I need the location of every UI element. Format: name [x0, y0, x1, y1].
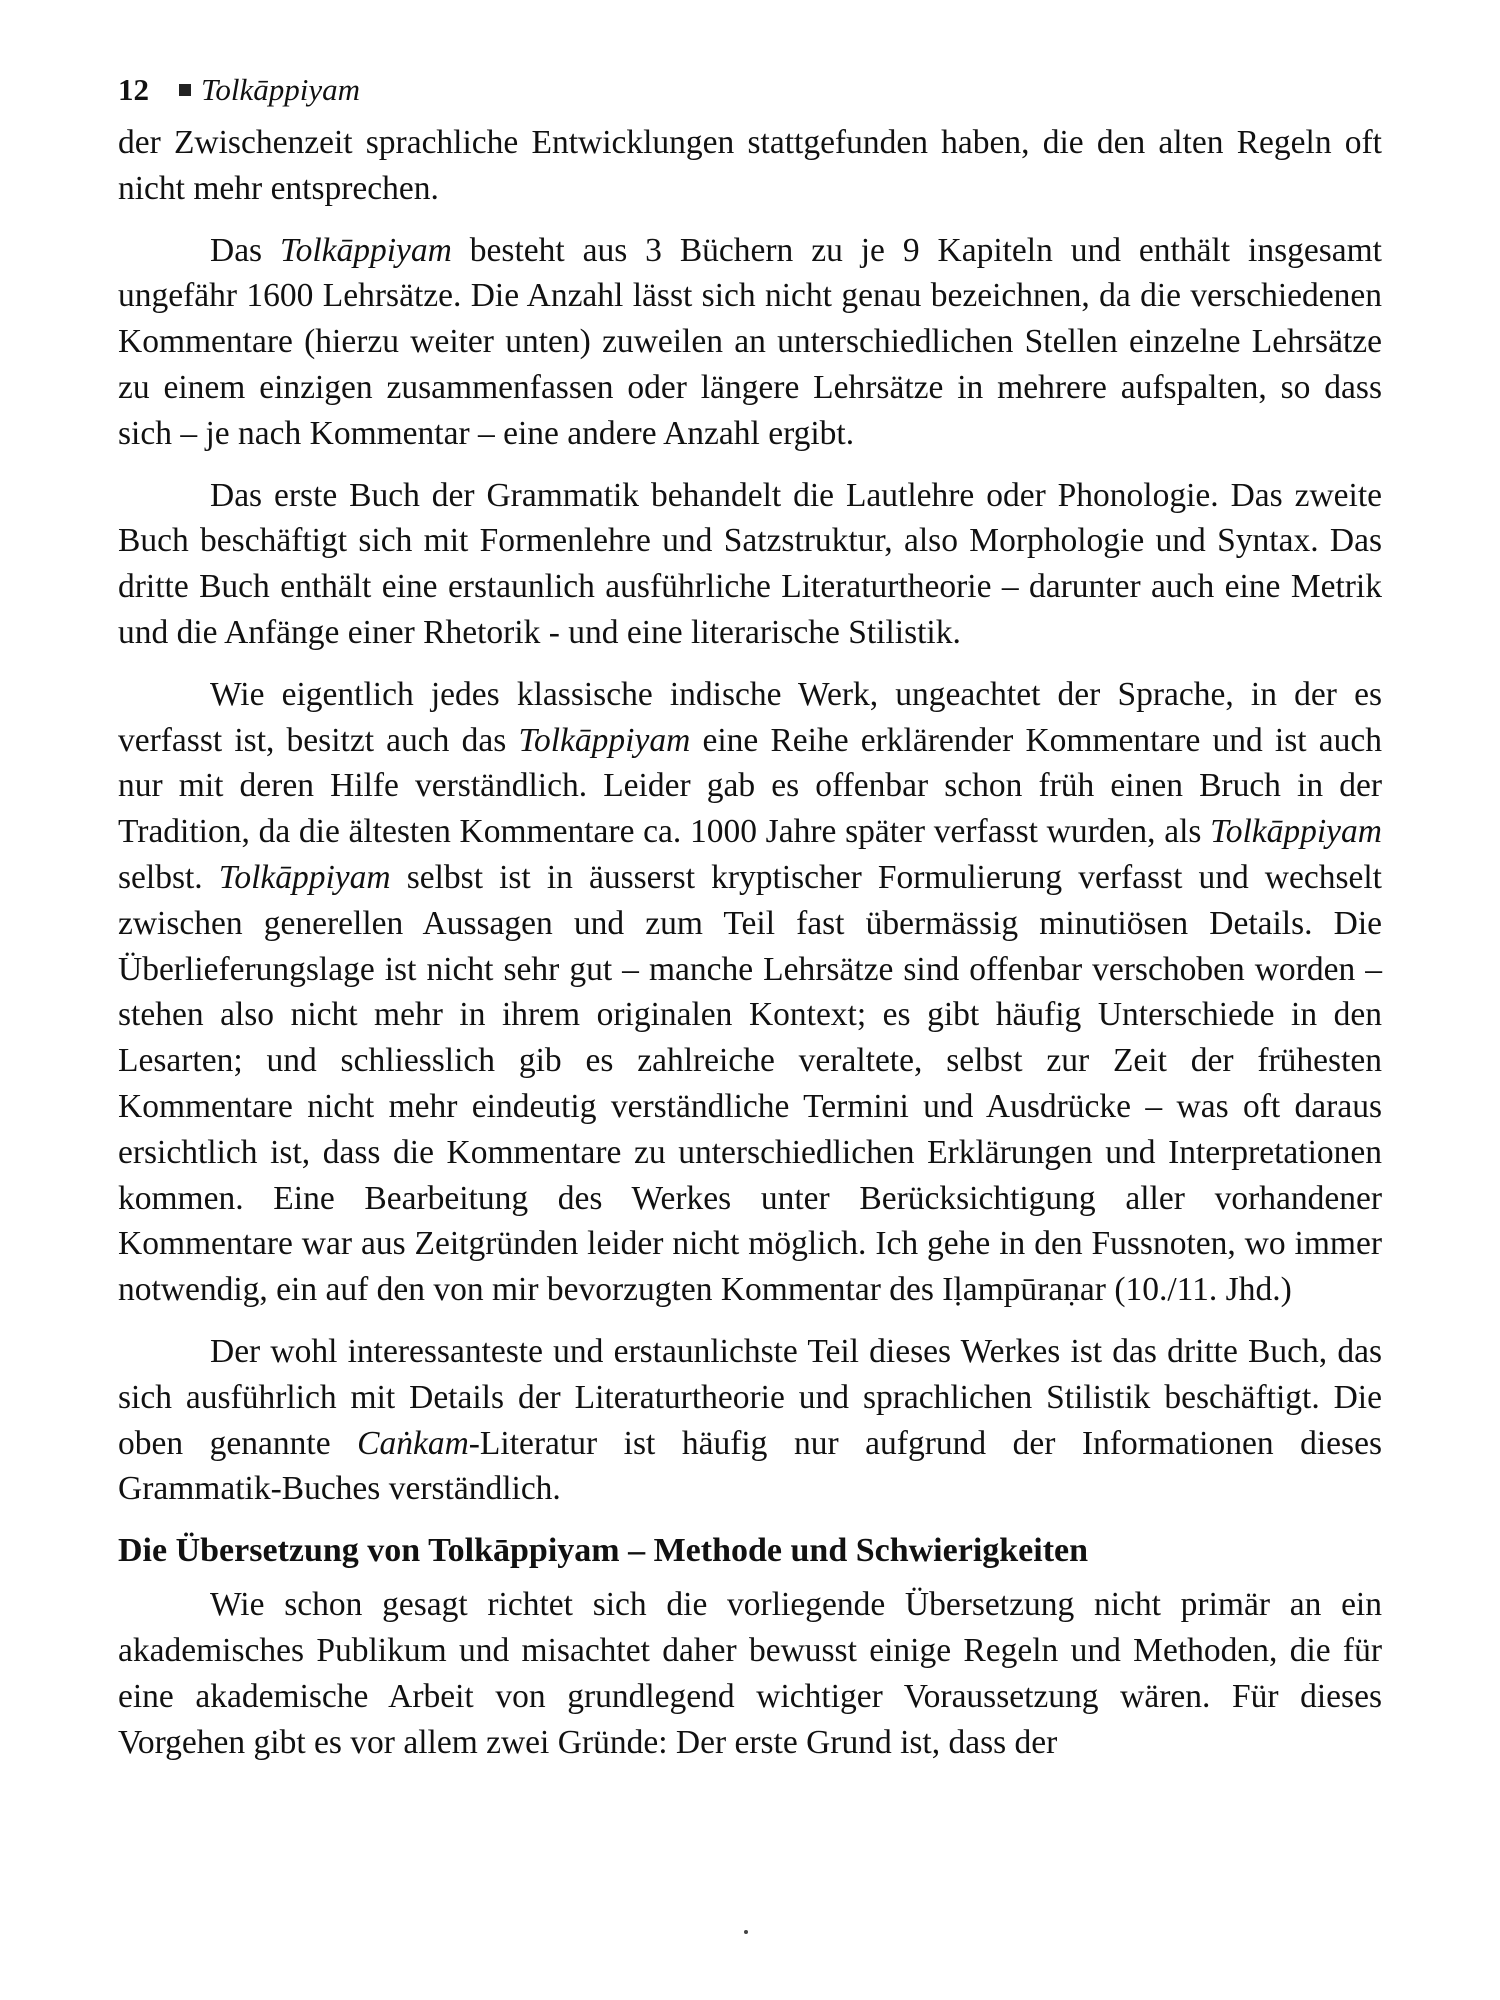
paragraph-structure	[118, 228, 1382, 457]
paragraph-third-book	[118, 1329, 1382, 1512]
running-header	[118, 70, 1382, 110]
running-title: Tolkāppiyam	[201, 72, 361, 107]
paragraph-text: der Zwischenzeit sprachliche Entwicklungen stattgefunden haben, die den alten Regeln oft nicht mehr entsprechen.	[118, 124, 1382, 207]
paragraph-commentaries	[118, 672, 1382, 1313]
text-span: besteht aus 3 Büchern zu je 9 Kapiteln und enthält insgesamt ungefähr 1600 Lehrsätze. Die Anzahl lässt sich nicht genau bezeichnen, da die verschiedenen Kommentare (hierzu weiter unten) zuweilen an unterschiedlichen Stellen einzelne Lehrsätze zu einem einzigen zusammenfassen oder längere Lehrsätze in mehrere aufspalten, so dass sich – je nach Kommentar – eine andere Anzahl ergibt.	[118, 231, 1382, 452]
page-number: 12	[118, 72, 149, 107]
work-title: Tolkāppiyam	[1210, 813, 1382, 851]
paragraph-translation	[118, 1582, 1382, 1765]
section-heading: Die Übersetzung von Tolkāppiyam – Methode und Schwierigkeiten	[118, 1532, 1089, 1570]
text-span: Der wohl interessanteste und erstaunlichste Teil dieses Werkes ist das dritte Buch, das sich ausführlich mit Details der Literaturtheorie und sprachlichen Stilistik beschäftigt. Die oben genannte	[118, 1332, 1382, 1462]
work-title: Caṅkam	[357, 1424, 469, 1462]
paragraph-text: Das erste Buch der Grammatik behandelt die Lautlehre oder Phonologie. Das zweite Buch beschäftigt sich mit Formenlehre und Satzstruktur, also Morphologie und Syntax. Das dritte Buch enthält eine erstaunlich ausführliche Literaturtheorie – darunter auch eine Metrik und die Anfänge einer Rhetorik - und eine literarische Stilistik.	[118, 476, 1382, 651]
text-span: selbst ist in äusserst kryptischer Formulierung verfasst und wechselt zwischen generellen Aussagen und zum Teil fast übermässig minutiösen Details. Die Überlieferungslage ist nicht sehr gut – manche Lehrsätze sind offenbar verschoben worden – stehen also nicht mehr in ihrem originalen Kontext; es gibt häufig Unterschiede in den Lesarten; und schliesslich gib es zahlreiche veraltete, selbst zur Zeit der frühesten Kommentare nicht mehr eindeutig verständliche Termini und Ausdrücke – was oft daraus ersichtlich ist, dass die Kommentare zu unterschiedlichen Erklärungen und Interpretationen kommen. Eine Bearbeitung des Werkes unter Berücksichtigung aller vorhandener Kommentare war aus Zeitgründen leider nicht möglich. Ich gehe in den Fussnoten, wo immer notwendig, ein auf den von mir bevorzugten Kommentar des Iḷampūraṇar (10./11. Jhd.)	[118, 858, 1382, 1309]
text-span: Das	[210, 231, 281, 269]
text-span: eine Reihe erklärender Kommentare und ist auch nur mit deren Hilfe verständlich. Leider gab es offenbar schon früh einen Bruch in der Tradition, da die ältesten Kommentare ca. 1000 Jahre später verfasst wurden, als	[118, 721, 1382, 851]
paragraph-text: Wie schon gesagt richtet sich die vorliegende Übersetzung nicht primär an ein akademisches Publikum und misachtet daher bewusst einige Regeln und Methoden, die für eine akademische Arbeit von grundlegend wichtiger Voraussetzung wären. Für dieses Vorgehen gibt es vor allem zwei Gründe: Der erste Grund ist, dass der	[118, 1586, 1382, 1761]
paragraph-continuation	[118, 120, 1382, 212]
text-span: selbst.	[118, 858, 219, 896]
text-span: -Literatur ist häufig nur aufgrund der Informationen dieses Grammatik-Buches verständlich.	[118, 1424, 1382, 1508]
work-title: Tolkāppiyam	[280, 231, 452, 269]
footer-dot	[744, 1930, 748, 1934]
text-span: Wie eigentlich jedes klassische indische Werk, ungeachtet der Sprache, in der es verfasst ist, besitzt auch das	[118, 675, 1382, 759]
work-title: Tolkāppiyam	[518, 721, 691, 759]
work-title: Tolkāppiyam	[218, 858, 391, 896]
square-bullet-icon	[179, 84, 191, 96]
paragraph-books	[118, 473, 1382, 656]
book-page	[118, 70, 1382, 1765]
